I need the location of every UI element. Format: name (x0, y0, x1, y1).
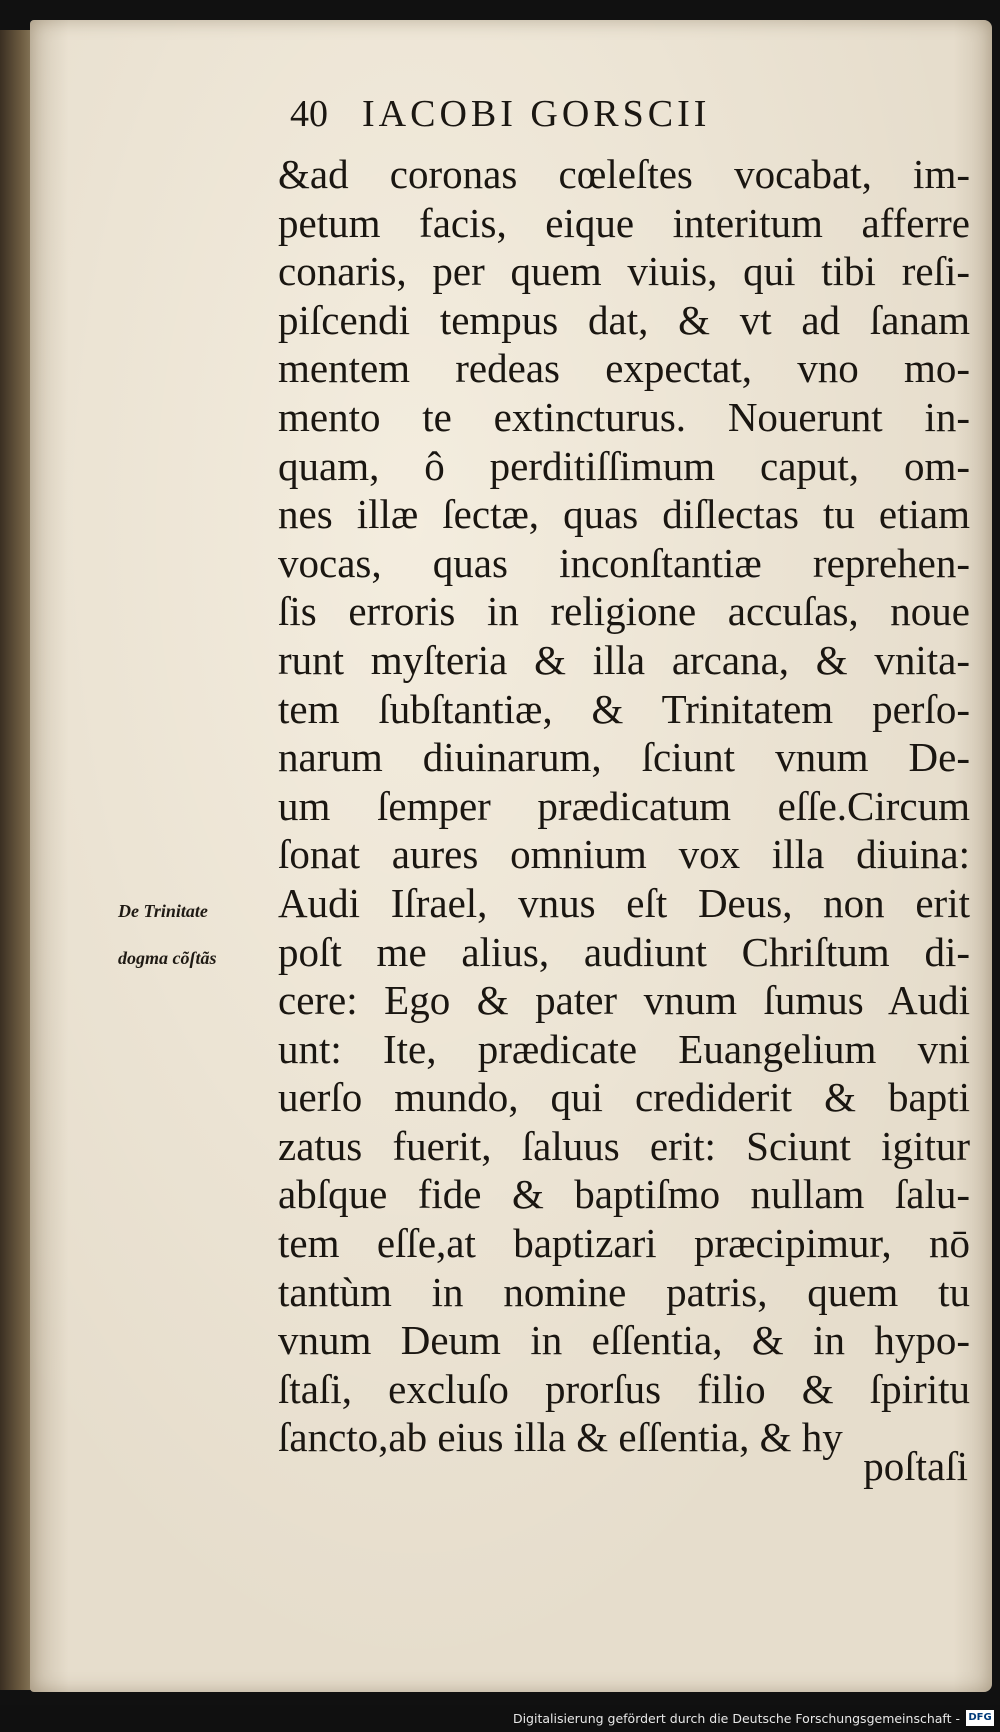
text-line: ſancto,ab eius illa & eſſentia, & hy (278, 1414, 843, 1461)
text-line: conaris, per quem viuis, qui tibi reſi- (278, 248, 970, 295)
text-line: Audi Iſrael, vnus eſt Deus, non erit (278, 879, 970, 926)
text-line: quam, ô perditiſſimum caput, om- (278, 442, 970, 489)
text-line: &ad coronas cœleſtes vocabat, im- (278, 151, 970, 197)
text-line: runt myſteria & illa arcana, & vnita- (278, 636, 970, 683)
text-line: ſonat aures omnium vox illa diuina: (278, 831, 970, 878)
text-line: unt: Ite, prædicate Euangelium vni (278, 1025, 970, 1072)
running-title: IACOBI GORSCII (362, 93, 711, 135)
text-line: cere: Ego & pater vnum ſumus Audi (278, 977, 970, 1024)
digitization-credit: Digitalisierung gefördert durch die Deutsche Forschungsgemeinschaft - (512, 1711, 960, 1726)
marginal-note-line: dogma cõſtãs (118, 948, 217, 968)
text-line: nes illæ ſectæ, quas diſlectas tu etiam (278, 491, 970, 538)
text-line: piſcendi tempus dat, & vt ad ſanam (278, 296, 970, 343)
catchword: poſtaſi (863, 1443, 968, 1489)
text-line: mento te extincturus. Nouerunt in- (278, 393, 970, 440)
dfg-logo: DFG (966, 1710, 994, 1726)
text-line: vnum Deum in eſſentia, & in hypo- (278, 1317, 970, 1364)
text-line: abſque fide & baptiſmo nullam ſalu- (278, 1171, 970, 1218)
book-binding-edge (0, 30, 34, 1690)
text-line: ſis erroris in religione accuſas, noue (278, 588, 970, 635)
text-line: poſt me alius, audiunt Chriſtum di- (278, 928, 970, 975)
text-line: um ſemper prædicatum eſſe.Circum (278, 782, 970, 829)
text-line: vocas, quas inconſtantiæ reprehen- (278, 539, 970, 586)
text-line: uerſo mundo, qui crediderit & bapti (278, 1074, 970, 1121)
text-line: tem ſubſtantiæ, & Trinitatem perſo- (278, 685, 970, 732)
text-line: narum diuinarum, ſciunt vnum De- (278, 734, 970, 781)
marginal-note (118, 888, 283, 982)
running-head (290, 92, 710, 136)
text-line: mentem redeas expectat, vno mo- (278, 345, 970, 392)
page-number: 40 (290, 93, 328, 135)
marginal-note-line: De Trinitate (118, 901, 208, 921)
text-line: ſtaſi, excluſo prorſus filio & ſpiritu (278, 1365, 970, 1412)
text-line: tantùm in nomine patris, quem tu (278, 1268, 970, 1315)
text-line: tem eſſe,at baptizari præcipimur, nō (278, 1220, 970, 1267)
text-line: petum facis, eique interitum afferre (278, 199, 970, 246)
text-line: zatus fuerit, ſaluus erit: Sciunt igitur (278, 1122, 970, 1169)
body-text (278, 150, 970, 1462)
